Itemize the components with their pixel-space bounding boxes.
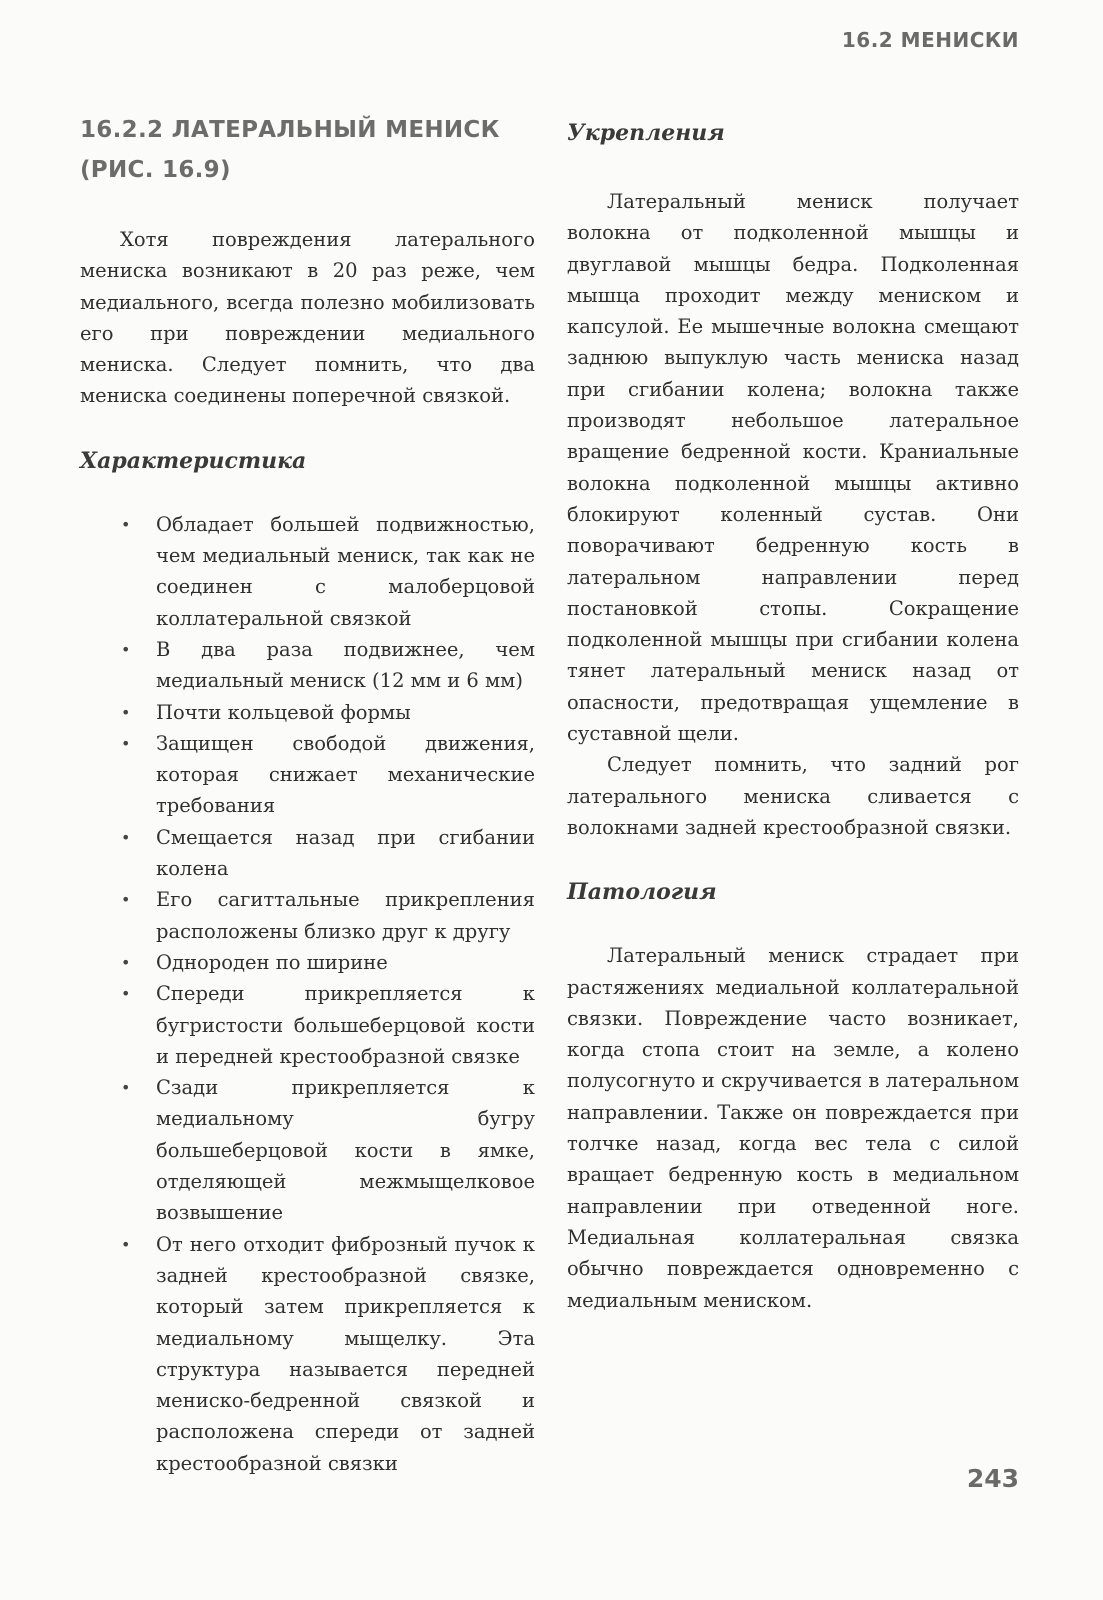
- characteristics-heading: Характеристика: [80, 447, 307, 474]
- intro-paragraph: Хотя повреждения латерального мениска возникают в 20 раз реже, чем медиального, всегда полезно мобилизовать его при повреждении медиального мениска. Следует помнить, что два мениска соединены поперечной связкой.: [80, 228, 535, 408]
- list-item: [121, 728, 535, 822]
- bullet-icon: •: [121, 639, 131, 659]
- attachments-heading: Укрепления: [567, 120, 725, 146]
- section-title-line1: 16.2.2 ЛАТЕРАЛЬНЫЙ МЕНИСК: [80, 117, 500, 143]
- characteristics-list: [80, 509, 535, 1479]
- page-number: 243: [966, 1464, 1019, 1493]
- list-item-text: Защищен свободой движения, которая снижает механические требования: [156, 731, 535, 818]
- pathology-paragraph: Латеральный мениск страдает при растяжениях медиальной коллатеральной связки. Повреждение часто возникает, когда стопа стоит на земле, а колено полусогнуто и скручивается в латеральном направлении. Также он повреждается при толчке назад, когда вес тела с силой вращает бедренную кость в медиальном направлении при отведенной ноге. Медиальная коллатеральная связка обычно повреждается одновременно с медиальным мениском.: [567, 944, 1019, 1312]
- list-item: [121, 509, 535, 634]
- list-item: [121, 1229, 535, 1479]
- list-item-text: Обладает большей подвижностью, чем медиальный мениск, так как не соединен с малоберцовой коллатеральной связкой: [156, 512, 535, 630]
- list-item: [121, 947, 535, 978]
- list-item: [121, 634, 535, 697]
- list-item: [121, 884, 535, 947]
- list-item-text: Спереди прикрепляется к бугристости большеберцовой кости и передней крестообразной связке: [156, 982, 535, 1068]
- attachments-paragraph-2: Следует помнить, что задний рог латерального мениска сливается с волокнами задней крестообразной связки.: [567, 753, 1019, 839]
- bullet-icon: •: [121, 1234, 131, 1254]
- list-item: [121, 978, 535, 1072]
- bullet-icon: •: [121, 984, 131, 1004]
- list-item-text: Почти кольцевой формы: [156, 700, 411, 724]
- running-head: 16.2 МЕНИСКИ: [841, 28, 1019, 52]
- section-title: [80, 110, 535, 190]
- list-item-text: Его сагиттальные прикрепления расположены близко друг к другу: [156, 888, 535, 943]
- bullet-icon: •: [121, 890, 131, 910]
- bullet-icon: •: [121, 702, 131, 722]
- bullet-icon: •: [121, 514, 131, 534]
- section-title-line2: (РИС. 16.9): [80, 157, 231, 183]
- pathology-heading: Патология: [567, 879, 717, 906]
- list-item: [121, 822, 535, 885]
- list-item-text: Смещается назад при сгибании колена: [156, 825, 535, 881]
- list-item: [121, 697, 535, 728]
- bullet-icon: •: [121, 1078, 131, 1098]
- right-column: [567, 110, 1019, 1316]
- left-column: [80, 110, 535, 1479]
- attachments-paragraph-1: Латеральный мениск получает волокна от подколенной мышцы и двуглавой мышцы бедра. Подколенная мышца проходит между мениском и капсулой. Ее мышечные волокна смещают заднюю выпуклую часть мениска назад при сгибании колена; волокна также производят небольшое латеральное вращение бедренной кости. Краниальные волокна подколенной мышцы активно блокируют коленный сустав. Они поворачивают бедренную кость в латеральном направлении перед постановкой стопы. Сокращение подколенной мышцы при сгибании колена тянет латеральный мениск назад от опасности, предотвращая ущемление в суставной щели.: [567, 190, 1019, 746]
- bullet-icon: •: [121, 733, 131, 753]
- list-item-text: Однороден по ширине: [156, 950, 388, 974]
- bullet-icon: •: [121, 827, 131, 847]
- list-item: [121, 1072, 535, 1228]
- list-item-text: В два раза подвижнее, чем медиальный мениск (12 мм и 6 мм): [156, 637, 535, 693]
- bullet-icon: •: [121, 952, 131, 972]
- list-item-text: От него отходит фиброзный пучок к задней крестообразной связке, который затем прикрепляется к медиальному мыщелку. Эта структура называется передней мениско-бедренной связкой и расположена спереди от задней крестообразной связки: [156, 1232, 535, 1475]
- list-item-text: Сзади прикрепляется к медиальному бугру большеберцовой кости в ямке, отделяющей межмыщелковое возвышение: [156, 1076, 535, 1225]
